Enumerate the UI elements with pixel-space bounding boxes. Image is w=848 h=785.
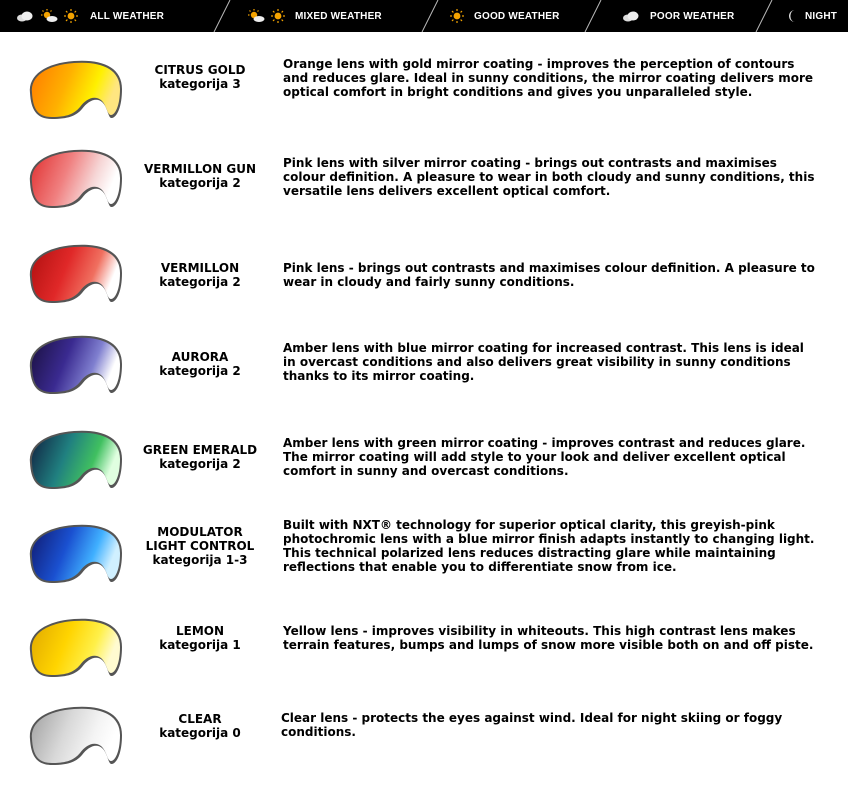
lens-description: Pink lens with silver mirror coating - brings out contrasts and maximises colour definition. A pleasure to wear in both cloudy and sunny conditions, this versatile lens delivers excellent optical comfort. [283,156,815,198]
weather-good [450,0,560,32]
divider-slash [754,0,774,32]
sun-cloud-icon [247,9,265,23]
divider-slash [420,0,440,32]
lens-image [24,425,126,493]
lens-description: Amber lens with blue mirror coating for increased contrast. This lens is ideal in overcast conditions and also delivers great visibility in sunny conditions thanks to its mirror coating. [283,341,804,383]
weather-night-label: NIGHT [805,10,838,22]
lens-name-text-line2: LIGHT CONTROL [145,539,255,553]
lens-image [24,701,126,769]
lens-description: Orange lens with gold mirror coating - improves the perception of contours and reduces glare. Ideal in sunny conditions, the mirror coating delivers more optical comfort in bright conditions and gives you unparalleled style. [283,57,814,99]
lens-name-text: CLEAR [178,712,222,726]
lens-name-text: VERMILLON GUN [143,162,257,176]
lens-name [140,525,260,567]
lens-description: Yellow lens - improves visibility in whiteouts. This high contrast lens makes terrain features, bumps and lumps of snow more visible both on and off piste. [283,624,814,652]
divider-slash [212,0,232,32]
lens-category: kategorija 2 [159,364,241,378]
cloud-icon [16,10,34,22]
lens-category: kategorija 2 [159,176,241,190]
lens-name [140,712,260,740]
lens-name [140,63,260,91]
weather-all-label: ALL WEATHER [90,10,165,22]
weather-poor [622,0,734,32]
lens-description: Clear lens - protects the eyes against wind. Ideal for night skiing or foggy conditions. [281,711,783,739]
lens-image [24,144,126,212]
sun-icon [64,9,78,23]
lens-description: Pink lens - brings out contrasts and maximises colour definition. A pleasure to wear in cloudy and fairly sunny conditions. [283,261,815,289]
lens-name-text: LEMON [175,624,225,638]
lens-description: Amber lens with green mirror coating - improves contrast and reduces glare. The mirror coating will add style to your look and deliver excellent optical comfort in sunny and overcast conditions. [283,436,806,478]
lens-name-text: GREEN EMERALD [142,443,258,457]
weather-night [787,0,837,32]
lens-name-text: VERMILLON [160,261,240,275]
lens-name [140,350,260,378]
divider-slash [583,0,603,32]
weather-legend-bar [0,0,848,32]
lens-name-text: AURORA [171,350,229,364]
lens-name [140,162,260,190]
lens-category: kategorija 3 [159,77,241,91]
lens-description: Built with NXT® technology for superior optical clarity, this greyish-pink photochromic lens with a blue mirror finish adapts instantly to changing light. This technical polarized lens reduces distracting glare while maintaining reflections that enable you to differentiate snow from ice. [283,518,815,574]
lens-category: kategorija 2 [159,457,241,471]
sun-icon [271,9,285,23]
lens-category: kategorija 0 [159,726,241,740]
lens-name [140,443,260,471]
sun-cloud-icon [40,9,58,23]
lens-category: kategorija 1 [159,638,241,652]
lens-image [24,519,126,587]
weather-good-label: GOOD WEATHER [474,10,560,22]
lens-name-text: MODULATOR [157,525,243,539]
weather-mixed-label: MIXED WEATHER [295,10,382,22]
lens-image [24,55,126,123]
weather-all [16,0,164,32]
lens-name [140,624,260,652]
lens-category: kategorija 1-3 [152,553,248,567]
lens-name [140,261,260,289]
lens-name-text: CITRUS GOLD [154,63,246,77]
lens-image [24,613,126,681]
lens-image [24,239,126,307]
cloud-icon [622,10,640,22]
weather-mixed [247,0,382,32]
weather-poor-label: POOR WEATHER [650,10,735,22]
lens-category: kategorija 2 [159,275,241,289]
lens-image [24,330,126,398]
moon-icon [787,9,799,23]
sun-icon [450,9,464,23]
